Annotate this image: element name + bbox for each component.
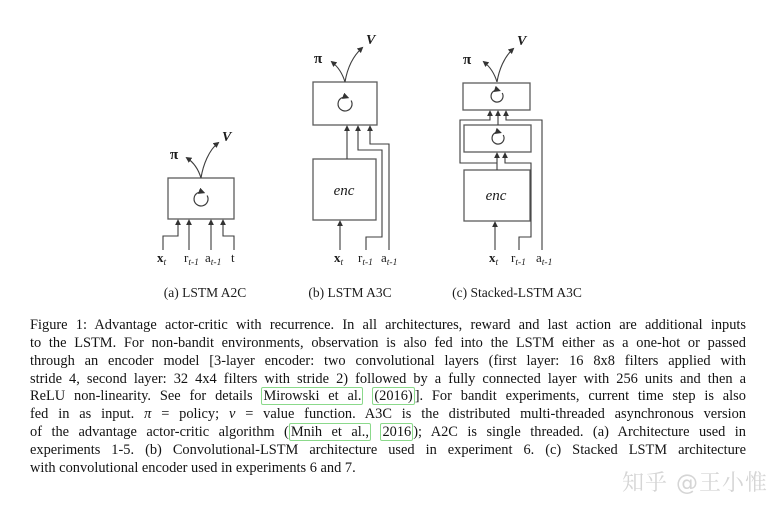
citation-link[interactable]: 2016 [382, 424, 412, 441]
watermark: 知乎 @王小惟 [622, 471, 768, 496]
policy-output-arrow [484, 62, 497, 82]
caption-text: = policy; [151, 406, 229, 423]
input-base: x [334, 250, 341, 265]
caption-text: with convolutional encoder used in experiments 6 and 7. [30, 459, 356, 476]
input-base: x [489, 250, 496, 265]
caption-text: = value function. A3C is the distributed multi-threaded asynchronous version [235, 406, 746, 423]
input-subscript: t-1 [386, 258, 398, 268]
lstm-box-lower [464, 125, 531, 152]
panel-lstm-a3c [308, 33, 397, 300]
panel-lstm-a2c [157, 130, 246, 300]
caption-line [30, 442, 746, 460]
citation-link[interactable]: Mnih et al., [290, 424, 369, 441]
panel-caption: (b) LSTM A3C [308, 285, 392, 300]
caption-line [30, 335, 746, 353]
caption-text: experiments 1-5. (b) Convolutional-LSTM architecture used in experiment 6. (c) Stacked LSTM architecture [30, 441, 746, 458]
citation-link[interactable]: (2016) [374, 388, 413, 405]
caption-line [30, 317, 746, 335]
value-label: V [517, 34, 527, 49]
input-base: t [231, 250, 235, 265]
input-label-reward [511, 250, 526, 268]
input-base: a [205, 250, 211, 265]
value-output-arrow [497, 49, 513, 82]
caption-text: Figure 1: Advantage actor-critic with recurrence. In all architectures, reward and last action are additional inputs [30, 317, 746, 333]
caption-text: of the advantage actor-critic algorithm ( [30, 424, 289, 441]
input-label-reward [358, 250, 373, 268]
caption-text: to the LSTM. For non-bandit environments, observation is also fed into the LSTM either as a one-hot or passed [30, 334, 746, 351]
encoder-label: enc [333, 183, 355, 199]
caption-line [30, 406, 746, 424]
citation-link[interactable]: Mirowski et al. [263, 388, 362, 405]
input-label-action [205, 250, 221, 268]
input-subscript: t [340, 258, 344, 268]
value-label: V [222, 130, 232, 145]
lstm-box [313, 82, 377, 125]
caption-line [30, 371, 746, 389]
policy-label: π [463, 52, 472, 68]
panel-caption: (a) LSTM A2C [163, 285, 247, 300]
input-subscript: t [163, 258, 167, 268]
lstm-box-upper [463, 83, 530, 110]
input-wire-time [223, 221, 234, 250]
caption-text: through an encoder model [3-layer encoder: two convolutional layers (first layer: 16 8x8 filters applied with [30, 352, 746, 369]
input-base: a [381, 250, 387, 265]
lstm-box [168, 178, 234, 219]
caption-line [30, 424, 746, 442]
input-subscript: t [495, 258, 499, 268]
input-subscript: t-1 [541, 258, 553, 268]
caption-text: π [144, 406, 152, 423]
input-base: r [358, 250, 363, 265]
policy-output-arrow [187, 158, 201, 178]
caption-text: ReLU non-linearity. See for details [30, 388, 262, 405]
input-label-action [536, 250, 552, 268]
input-subscript: t-1 [362, 258, 373, 268]
caption-text: stride 4, second layer: 32 4x4 filters with stride 2) followed by a fully connected layer with 256 units and then a [30, 370, 746, 387]
input-label-reward [184, 250, 199, 268]
panel-caption: (c) Stacked-LSTM A3C [452, 285, 582, 300]
caption-line [30, 388, 746, 406]
policy-label: π [314, 51, 323, 67]
caption-text [363, 388, 372, 404]
input-subscript: t-1 [188, 258, 199, 268]
input-subscript: t-1 [210, 258, 222, 268]
caption-text: fed in as input. [30, 406, 145, 423]
panel-stacked-lstm-a3c [452, 34, 582, 300]
input-base: r [184, 250, 189, 265]
input-label-time [231, 250, 235, 265]
caption-text: ); A2C is single threaded. (a) Architecture used in [413, 424, 746, 441]
policy-output-arrow [332, 62, 345, 82]
caption-text: v [228, 406, 236, 423]
value-output-arrow [201, 143, 218, 178]
input-subscript: t-1 [515, 258, 526, 268]
input-label-observation [489, 250, 499, 268]
input-label-observation [157, 250, 167, 268]
encoder-label: enc [485, 188, 507, 204]
input-base: x [157, 250, 164, 265]
figure-caption [30, 317, 746, 478]
input-base: r [511, 250, 516, 265]
caption-text: ]. For bandit experiments, current time step is also [414, 388, 746, 405]
value-output-arrow [345, 48, 362, 82]
input-wire-observation [163, 221, 178, 250]
input-label-action [381, 250, 397, 268]
policy-label: π [170, 147, 179, 163]
input-label-observation [334, 250, 344, 268]
input-base: a [536, 250, 542, 265]
caption-line [30, 353, 746, 371]
value-label: V [366, 33, 376, 48]
